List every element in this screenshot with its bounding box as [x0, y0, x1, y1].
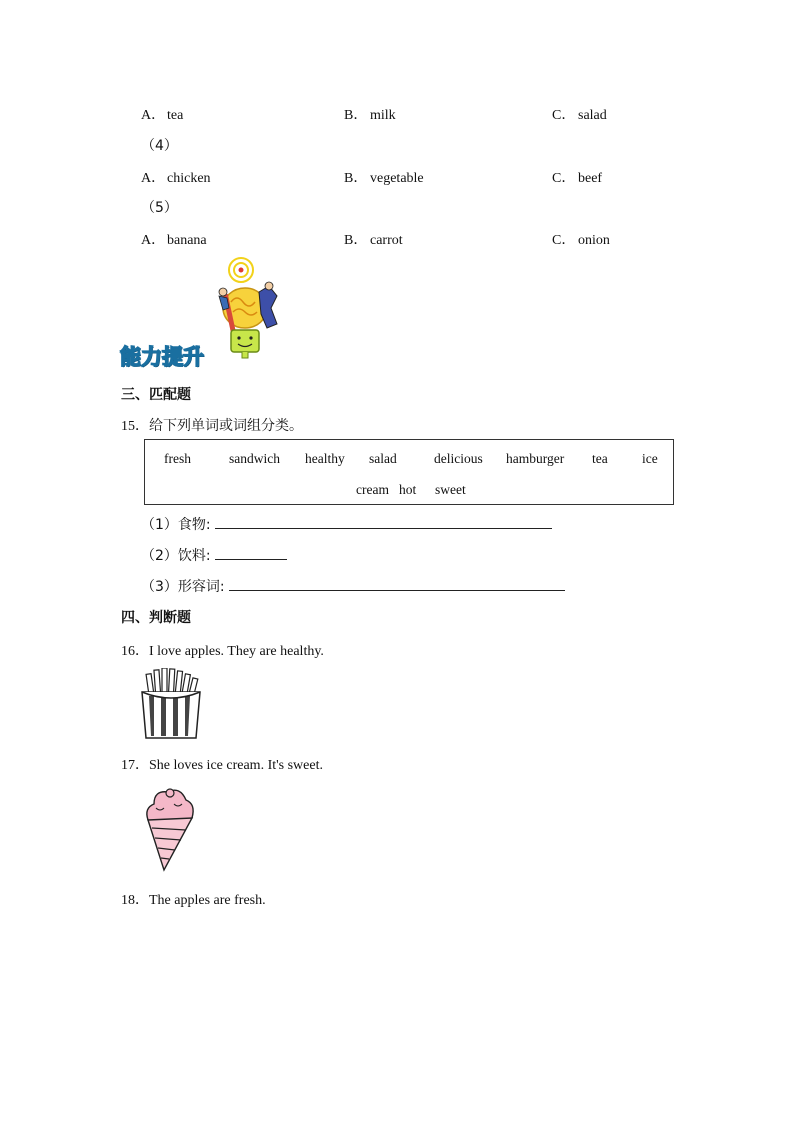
- section-banner-title: 能力提升: [120, 345, 204, 369]
- balloon-kids-illustration: [205, 250, 295, 368]
- option-c: C． salad: [552, 108, 607, 123]
- answer-line-drinks: （2）饮料:: [141, 545, 287, 565]
- word-item: sandwich: [229, 451, 280, 466]
- word-item: ice: [642, 451, 658, 466]
- answer-blank-adjectives[interactable]: [229, 576, 565, 591]
- option-c: C． onion: [552, 233, 610, 248]
- word-item: salad: [369, 451, 397, 466]
- section-title-matching: 三、匹配题: [121, 387, 191, 403]
- word-item: fresh: [164, 451, 191, 466]
- question-number-4: （4）: [141, 138, 178, 154]
- answer-blank-food[interactable]: [215, 514, 552, 529]
- word-item: sweet: [435, 482, 466, 497]
- options-row-4: [0, 167, 794, 187]
- word-item: tea: [592, 451, 608, 466]
- option-b: B． milk: [344, 108, 396, 123]
- option-b: B． carrot: [344, 233, 403, 248]
- question-number-5: （5）: [141, 200, 178, 216]
- ice-cream-cone-icon: [140, 784, 198, 872]
- word-item: hot: [399, 482, 417, 497]
- option-b: B． vegetable: [344, 171, 424, 186]
- french-fries-icon: [140, 668, 202, 740]
- options-row-5: [0, 229, 794, 249]
- question-18: 18．The apples are fresh.: [121, 893, 266, 908]
- answer-blank-drinks[interactable]: [215, 545, 287, 560]
- answer-line-food: （1）食物:: [141, 514, 552, 534]
- option-c: C． beef: [552, 171, 603, 186]
- question-16: 16．I love apples. They are healthy.: [121, 644, 324, 659]
- word-item: hamburger: [506, 451, 565, 466]
- word-item: healthy: [305, 451, 345, 466]
- question-17: 17．She loves ice cream. It's sweet.: [121, 758, 323, 773]
- word-item: cream: [356, 482, 389, 497]
- word-item: delicious: [434, 451, 483, 466]
- option-a: A． banana: [141, 233, 207, 248]
- option-a: A． tea: [141, 108, 184, 123]
- word-bank-box: [144, 439, 674, 505]
- section-title-true-false: 四、判断题: [121, 610, 191, 626]
- option-a: A． chicken: [141, 171, 211, 186]
- answer-line-adjectives: （3）形容词:: [141, 576, 565, 596]
- options-row-3: [0, 104, 794, 124]
- question-15: 15．给下列单词或词组分类。: [121, 418, 303, 434]
